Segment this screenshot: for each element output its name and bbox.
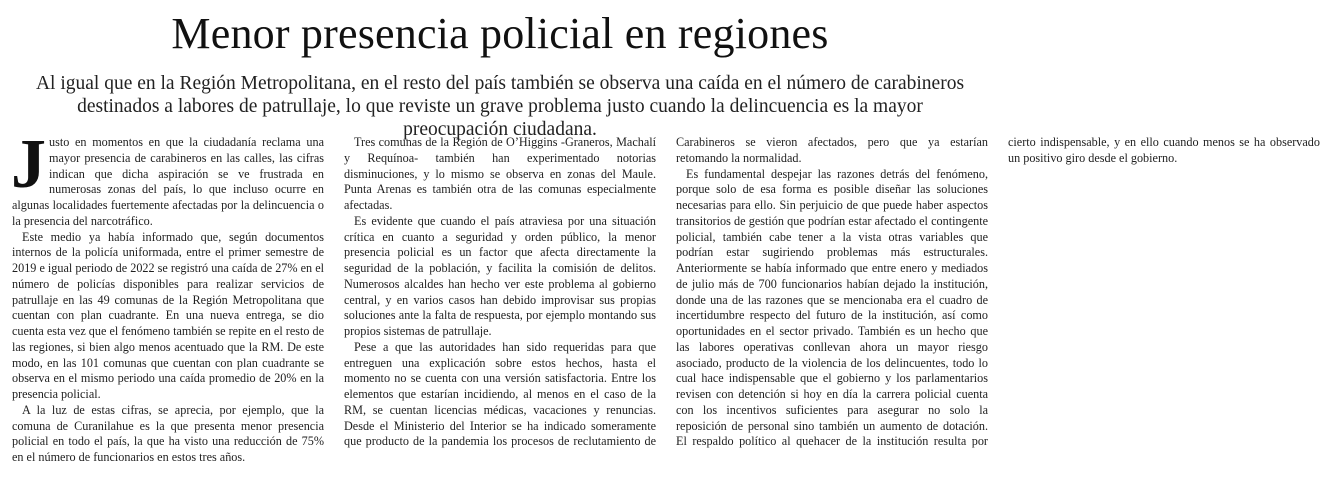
article-body [11, 126, 1320, 473]
headline: Menor presencia policial en regiones [171, 9, 829, 58]
body-paragraph: Pese a que las autoridades han sido requeridas para que entreguen una explicación sobre estos hechos, hasta el momento no se cuenta con una versión satisfactoria. Entre los elementos que estarían incidiendo, al menos en el caso de la RM, se cuentan licencias médicas, vacaciones y renuncias. Desde el Ministerio del Interior se ha indicado someramente que producto de la pandemia los procesos de reclutamiento de Carabineros se vieron afectados, pero que ya estarían retomando la normalidad. [344, 135, 988, 449]
body-paragraph: Tres comunas de la Región de O’Higgins -Graneros, Machalí y Requínoa- también han experimentado notorias disminuciones, y lo mismo se observa en zonas del Maule. Punta Arenas es también otra de las comunas especialmente afectadas. [344, 135, 656, 212]
body-paragraph: A la luz de estas cifras, se aprecia, por ejemplo, que la comuna de Curanilahue es la que presenta menor presencia policial en todo el país, la que ha visto una reducción de 75% en el número de funcionarios en estos tres años. [12, 402, 324, 464]
body-paragraph: Es evidente que cuando el país atraviesa por una situación crítica en cuanto a seguridad y orden público, la menor presencia policial es un factor que afecta directamente la seguridad de la población, y facilita la comisión de delitos. Numerosos alcaldes han hecho ver este problema al gobierno central, y en varios casos han debido improvisar sus propias soluciones ante la falta de respuesta, por ejemplo montando sus propios sistemas de patrullaje. [344, 213, 656, 338]
body-paragraph-text: usto en momentos en que la ciudadanía reclama una mayor presencia de carabineros en las calles, las cifras indican que dicha aspiración se ve frustrada en numerosas zonas del país, lo que incluso ocurre en algunas localidades fuertemente afectadas por la delincuencia o la presencia del narcotráfico. [12, 135, 324, 228]
body-paragraph [11, 126, 324, 230]
lead-paragraph: Al igual que en la Región Metropolitana, en el resto del país también se observa una caída en el número de carabineros destinados a labores de patrullaje, lo que reviste un grave problema justo cuando la delincuencia es la mayor preocupación ciudadana. [35, 73, 965, 140]
body-paragraph: Este medio ya había informado que, según documentos internos de la policía uniformada, entre el primer semestre de 2019 e igual periodo de 2022 se registró una caída de 27% en el número de policías disponibles para realizar servicios de patrullaje en las 49 comunas de la Región Metropolitana que cuentan con plan cuadrante. En una nueva entrega, se dio cuenta esta vez que el fenómeno también se repite en el resto de las regiones, si bien algo menos acentuado que la RM. De este modo, en las 101 comunas que cuentan con plan cuadrante se observa en el mismo periodo una caída promedio de 20% en la presencia policial. [12, 229, 324, 401]
drop-cap: J [11, 126, 46, 203]
body-paragraph: Es fundamental despejar las razones detrás del fenómeno, porque solo de esa forma es posible diseñar las soluciones necesarias para ello. Sin perjuicio de que puede haber aspectos transitorios de gestión que podrían estar afectado el contingente policial, también cabe tener a la vista otras variables que podrían estar sugiriendo problemas más estructurales. Anteriormente se había informado que entre enero y mediados de julio más de 700 funcionarios habían dejado la institución, donde una de las razones que se mencionaba era el cuadro de incertidumbre respecto del futuro de la institución, así como oportunidades en el sector privado. También es un hecho que las labores operativas conllevan ahora un mayor riesgo asociado, producto de la violencia de los delincuentes, todo lo cual hace indispensable que el gobierno y los parlamentarios revisen con detención si hoy en día la carrera policial cuenta con los incentivos suficientes para asegurar no solo la reposición de personal sino también un aumento de dotación. El respaldo político al quehacer de la institución resulta por cierto indispensable, y en ello cuando menos se ha observado un positivo giro desde el gobierno. [676, 135, 1320, 449]
